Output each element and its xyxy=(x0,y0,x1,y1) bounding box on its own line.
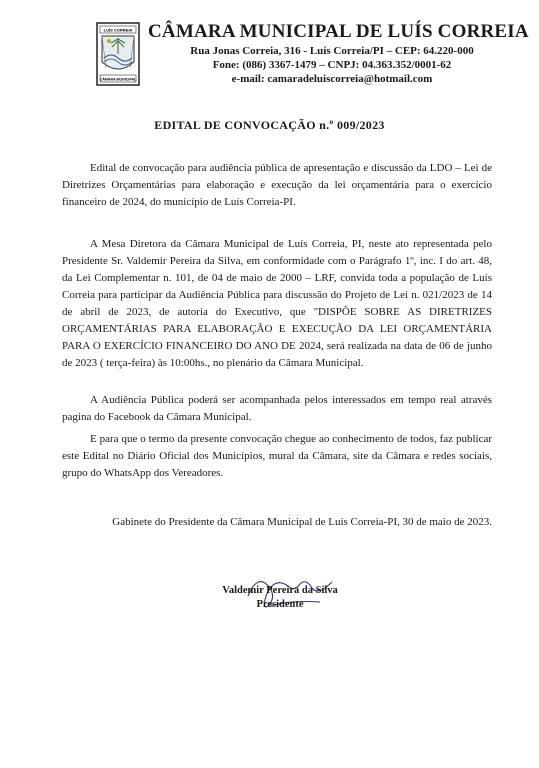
document-title: EDITAL DE CONVOCAÇÃO n.º 009/2023 xyxy=(154,118,385,132)
paragraph-broadcast: A Audiência Pública poderá ser acompanhada pelos interessados em tempo real através pagina do Facebook da Câmara Municipal. xyxy=(62,394,492,423)
organization-name: CÂMARA MUNICIPAL DE LUÍS CORREIA xyxy=(148,21,529,42)
emblem-top-text: LUÍS CORREIA xyxy=(103,27,133,33)
municipal-coat-of-arms-icon xyxy=(96,22,140,86)
emblem-bottom-text: CÂMARA MUNICIPAL xyxy=(99,77,137,82)
letterhead xyxy=(96,20,529,92)
email-line: e-mail: camaradeluiscorreia@hotmail.com xyxy=(231,73,433,85)
signatory-title: Presidente xyxy=(256,599,304,610)
signature-block xyxy=(200,584,360,612)
paragraph-intro: Edital de convocação para audiência pública de apresentação e discussão da LDO – Lei de Diretrizes Orçamentárias para elaboração e execução da lei orçamentária para o exercício financeiro de 2024, do município de Luís Correia-PI. xyxy=(62,162,492,208)
paragraph-convocation: A Mesa Diretora da Câmara Municipal de Luís Correia, PI, neste ato representada pelo Presidente Sr. Valdemir Pereira da Silva, em conformidade com o Parágrafo 1º, inc. I do art. 48, da Lei Complementar n. 101, de 04 de maio de 2000 – LRF, convida toda a população de Luís Correia para participar da Audiência Pública para discussão do Projeto de Lei n. 021/2023 de 14 de abril de 2023, de autoria do Executivo, que "DISPÕE SOBRE AS DIRETRIZES ORÇAMENTÁRIAS PARA ELABORAÇÃO E EXECUÇÃO DA LEI ORÇAMENTÁRIA PARA O EXERCÍCIO FINANCEIRO DO ANO DE 2024, será realizada na data de 06 de junho de 2023 ( terça-feira) às 10:00hs., no plenário da Câmara Municipal. xyxy=(62,238,492,369)
closing-line: Gabinete do Presidente da Câmara Municipal de Luís Correia-PI, 30 de maio de 2023. xyxy=(112,516,492,528)
letterhead-text xyxy=(148,20,529,86)
paragraph-publication: E para que o termo da presente convocação chegue ao conhecimento de todos, faz publicar este Edital no Diário Oficial dos Municípios, mural da Câmara, site da Câmara e redes sociais, grupo do WhatsApp dos Vereadores. xyxy=(62,433,492,479)
phone-line: Fone: (086) 3367-1479 – CNPJ: 04.363.352/0001-62 xyxy=(212,59,452,71)
address-line: Rua Jonas Correia, 316 - Luís Correia/PI – CEP: 64.220-000 xyxy=(190,45,474,57)
signatory-name: Valdemir Pereira da Silva xyxy=(222,585,338,596)
